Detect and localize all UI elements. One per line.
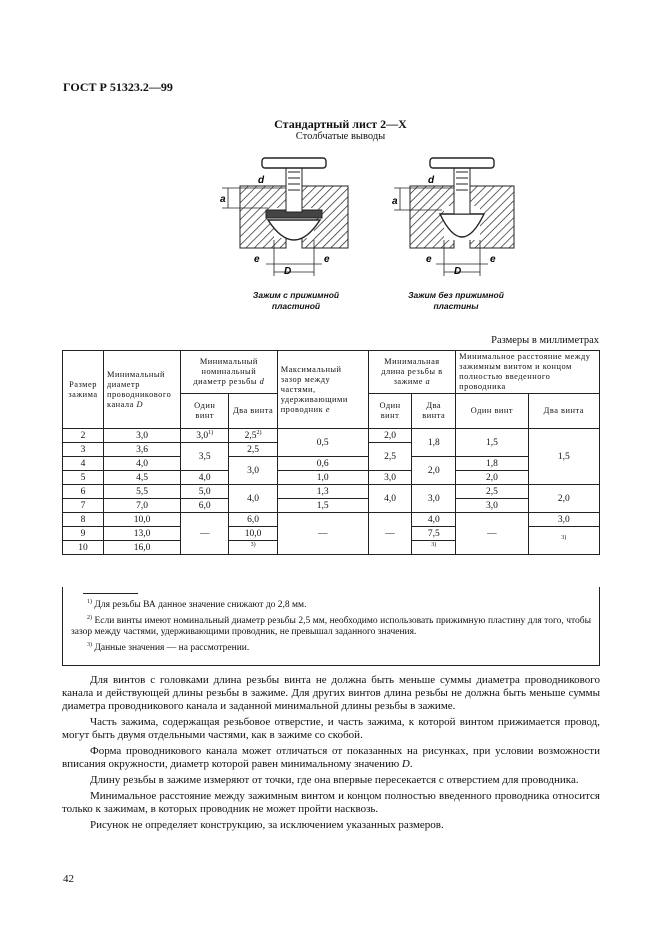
left-caption-line2: пластиной	[271, 301, 321, 311]
table-row	[63, 513, 600, 527]
cell: 3,0	[368, 471, 412, 485]
cell: 3,0	[229, 457, 277, 485]
cell: 4,0	[412, 513, 456, 527]
cell: 3,0	[104, 429, 181, 443]
cell: 2,0	[456, 471, 528, 485]
right-figure-caption	[386, 290, 526, 312]
table-row	[63, 499, 600, 513]
header-nominal: Минимальный номинальный диаметр резьбы d	[181, 351, 278, 394]
header-two-screws-1: Два винта	[229, 394, 277, 429]
right-terminal-drawing	[394, 158, 514, 276]
cell: 4,5	[104, 471, 181, 485]
cell: 16,0	[104, 541, 181, 555]
cell: 3)	[412, 541, 456, 555]
table-row	[63, 457, 600, 471]
table-row	[63, 471, 600, 485]
cell: 2	[63, 429, 104, 443]
cell: —	[368, 513, 412, 555]
cell: —	[456, 513, 528, 555]
cell: 6,0	[181, 499, 229, 513]
cell: 1,5	[456, 429, 528, 457]
cell: 2,5	[229, 443, 277, 457]
cell: 5,0	[181, 485, 229, 499]
cell: 3,0$^{1)}$	[181, 429, 229, 443]
cell: 2,0	[412, 457, 456, 485]
cell: 7,0	[104, 499, 181, 513]
page-number: 42	[63, 873, 74, 885]
header-one-screw-3: Один винт	[456, 394, 528, 429]
table-row	[63, 429, 600, 443]
header-distance: Минимальное расстояние между зажимным винтом и концом полностью введенного проводника	[456, 351, 600, 394]
left-label-d: d	[258, 175, 265, 186]
paragraph-1: Для винтов с головками длина резьбы винта не должна быть меньше суммы диаметра проводникового канала и действующей длины резьбы в зажиме. Для других винтов длина резьбы не должна быть меньше суммы диаметра проводникового канала и заданной минимальной длины резьбы в зажиме.	[62, 674, 600, 712]
cell: 3,5	[181, 443, 229, 471]
left-caption-line1: Зажим с прижимной	[252, 290, 340, 300]
right-label-D: D	[454, 266, 462, 277]
cell: 7,5	[412, 527, 456, 541]
cell: 9	[63, 527, 104, 541]
cell: 5	[63, 471, 104, 485]
left-label-a: a	[220, 194, 226, 205]
footnote-2: $^{2)}$ Если винты имеют номинальный диаметр резьбы 2,5 мм, необходимо использовать прижимную пластину для того, чтобы зазор между частями, удерживающими проводник, не превышал заданного значения.	[71, 614, 591, 638]
cell: 1,8	[456, 457, 528, 471]
cell: 2,0	[528, 485, 599, 513]
cell: 3)	[528, 527, 599, 555]
cell: 1,8	[412, 429, 456, 457]
right-caption-line1: Зажим без прижимной	[408, 290, 504, 300]
right-label-d: d	[428, 175, 435, 186]
sheet-title: Стандартный лист 2—X	[274, 117, 407, 131]
paragraph-2: Часть зажима, содержащая резьбовое отверстие, и часть зажима, к которой винтом прижимается провод, могут быть двумя отдельными частями, как в зажиме со скобой.	[62, 716, 600, 741]
cell: 1,0	[277, 471, 368, 485]
body-text	[62, 674, 600, 835]
header-thread: Минимальная длина резьбы в зажиме a	[368, 351, 455, 394]
cell: 4,0	[229, 485, 277, 513]
cell: 2,5$^{2)}$	[229, 429, 277, 443]
left-screw-shank	[286, 166, 302, 212]
header-gap: Максимальный зазор между частями, удерживающими проводник e	[277, 351, 368, 429]
document-header: ГОСТ Р 51323.2—99	[63, 80, 173, 94]
paragraph-3: Форма проводникового канала может отличаться от показанных на рисунках, при условии возможности вписания окружности, диаметр которой равен минимальному значению D.	[62, 745, 600, 770]
cell: 4	[63, 457, 104, 471]
table-row	[63, 485, 600, 499]
cell: 5,5	[104, 485, 181, 499]
right-label-e1: e	[426, 254, 432, 265]
header-size: Размер зажима	[63, 351, 104, 429]
cell: 0,5	[277, 429, 368, 457]
header-one-screw-1: Один винт	[181, 394, 229, 429]
paragraph-4: Длину резьбы в зажиме измеряют от точки, где она впервые пересекается с отверстием для проводника.	[90, 774, 579, 786]
cell: 13,0	[104, 527, 181, 541]
cell: 3,0	[412, 485, 456, 513]
cell: 7	[63, 499, 104, 513]
cell: 1,5	[528, 429, 599, 485]
cell: 10,0	[104, 513, 181, 527]
cell: 6	[63, 485, 104, 499]
cell: 4,0	[368, 485, 412, 513]
cell: 10	[63, 541, 104, 555]
table-footnotes	[62, 587, 600, 666]
terminal-figures	[218, 148, 518, 320]
left-label-D: D	[284, 266, 292, 277]
footnote-1: $^{1)}$ Для резьбы ВА данное значение снижают до 2,8 мм.	[87, 599, 307, 611]
cell: 6,0	[229, 513, 277, 527]
cell: 2,0	[368, 429, 412, 443]
cell: 0,6	[277, 457, 368, 471]
header-one-screw-2: Один винт	[368, 394, 412, 429]
right-screw-head	[430, 158, 494, 168]
right-caption-line2: пластины	[433, 301, 479, 311]
cell: 1,5	[277, 499, 368, 513]
cell: 3)	[229, 541, 277, 555]
paragraph-6: Рисунок не определяет конструкцию, за исключением указанных размеров.	[90, 819, 444, 831]
cell: 3,6	[104, 443, 181, 457]
header-two-screws-3: Два винта	[528, 394, 599, 429]
dimensions-table	[62, 350, 600, 555]
cell: —	[181, 513, 229, 555]
cell: 1,3	[277, 485, 368, 499]
left-screw-head	[262, 158, 326, 168]
left-label-e1: e	[254, 254, 260, 265]
cell: 4,0	[181, 471, 229, 485]
right-label-e2: e	[490, 254, 496, 265]
paragraph-5: Минимальное расстояние между зажимным винтом и концом полностью введенного проводника относится только к зажимам, в которых проводник не может пройти насквозь.	[62, 790, 600, 815]
cell: 3,0	[456, 499, 528, 513]
sheet-subtitle: Столбчатые выводы	[295, 131, 386, 142]
cell: 8	[63, 513, 104, 527]
left-label-e2: e	[324, 254, 330, 265]
footnote-3: $^{3)}$ Данные значения — на рассмотрении.	[87, 641, 250, 653]
cell: 2,5	[368, 443, 412, 471]
left-figure-caption	[226, 290, 366, 312]
cell: 3,0	[528, 513, 599, 527]
units-note: Размеры в миллиметрах	[491, 335, 599, 346]
right-label-a: a	[392, 196, 398, 207]
cell: 10,0	[229, 527, 277, 541]
header-channel: Минимальный диаметр проводникового канала D	[104, 351, 181, 429]
cell: 3	[63, 443, 104, 457]
cell: 2,5	[456, 485, 528, 499]
cell: 4,0	[104, 457, 181, 471]
footnote-rule	[83, 593, 138, 594]
cell: —	[277, 513, 368, 555]
header-two-screws-2: Два винта	[412, 394, 456, 429]
